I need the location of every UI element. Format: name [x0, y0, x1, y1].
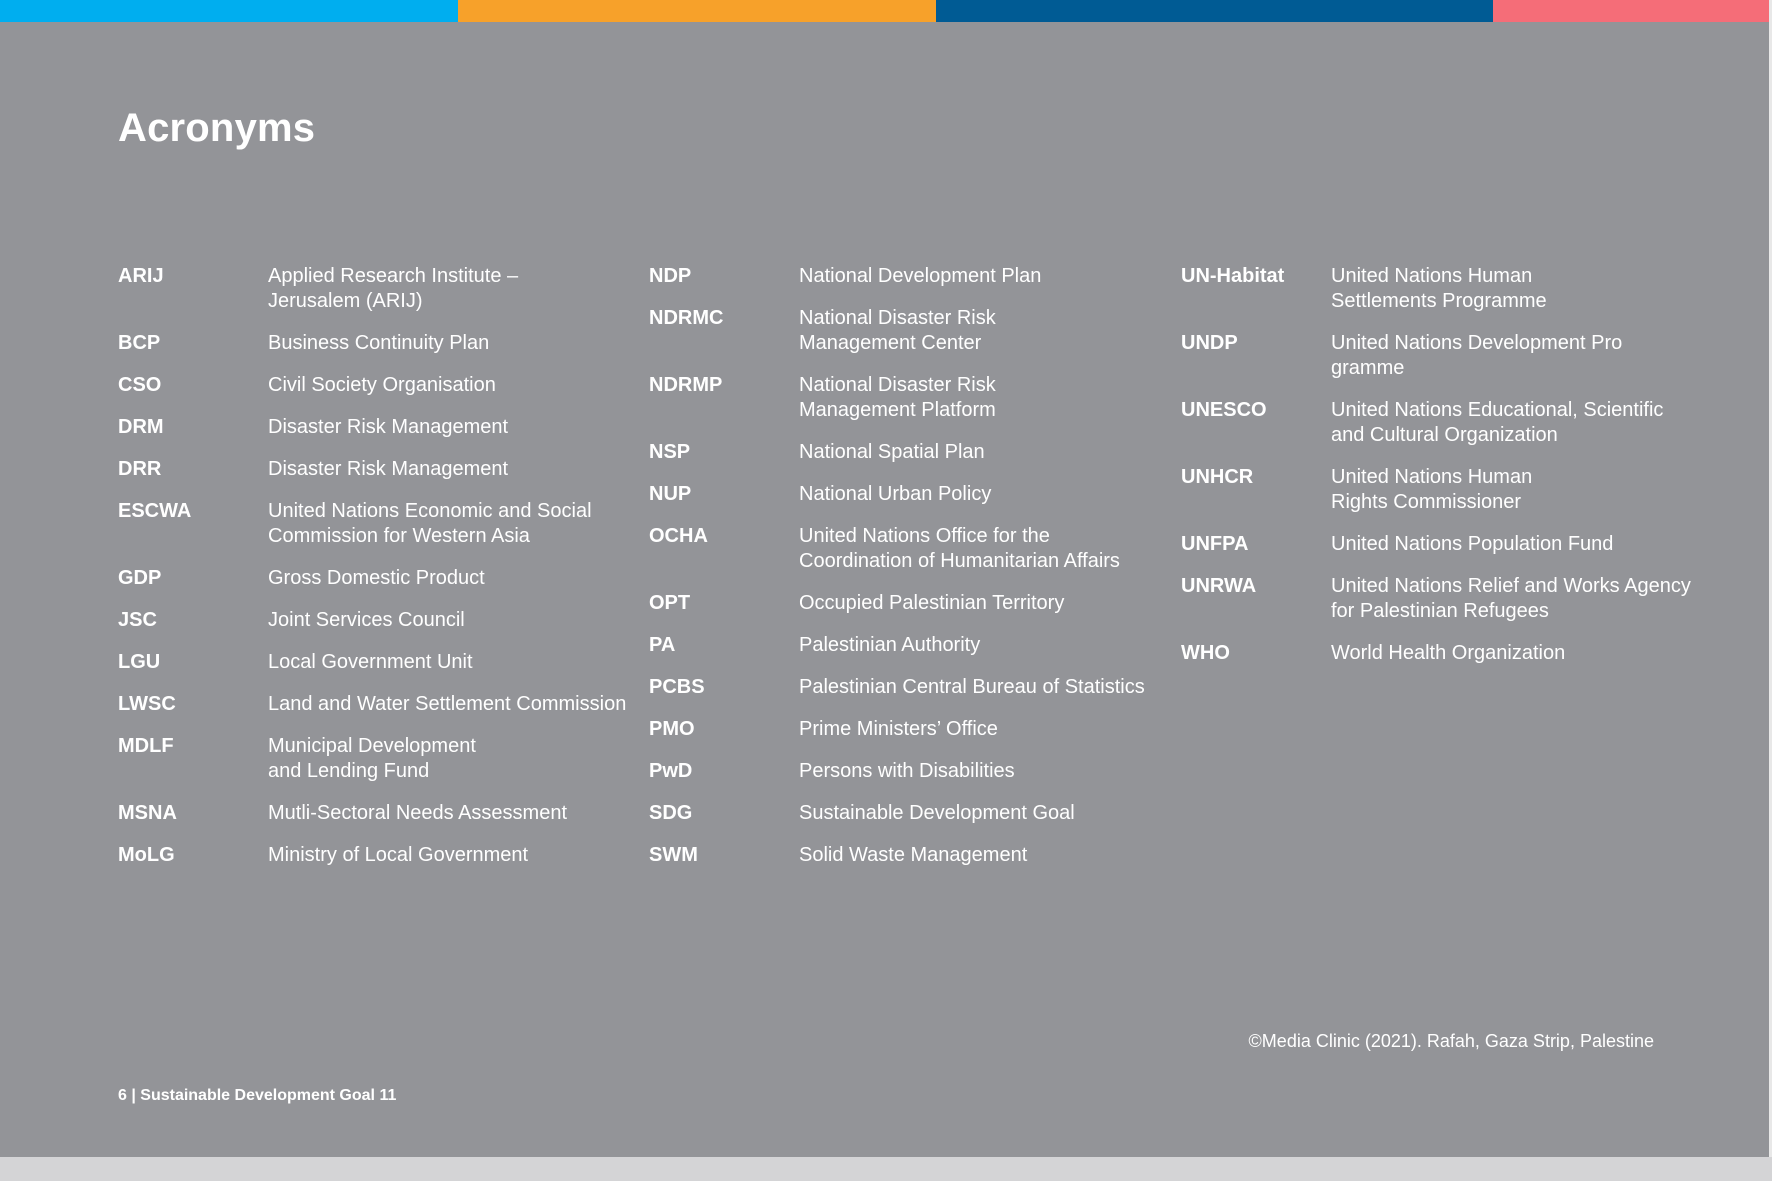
- acronym-abbreviation: NUP: [649, 483, 692, 505]
- acronym-row: [649, 264, 1179, 289]
- acronym-definition: Applied Research Institute – Jerusalem (ARIJ): [268, 265, 519, 312]
- acronym-abbreviation: UNRWA: [1181, 575, 1257, 597]
- top-bar-segment-pink: [1493, 0, 1772, 22]
- acronym-definition: Gross Domestic Product: [268, 567, 485, 589]
- acronym-row: [649, 801, 1179, 826]
- acronym-abbreviation: MDLF: [118, 735, 174, 757]
- acronym-row: [118, 734, 648, 784]
- acronym-row: [1181, 264, 1711, 314]
- acronym-row: [118, 566, 648, 591]
- acronym-abbreviation: SWM: [649, 844, 698, 866]
- acronym-abbreviation: OPT: [649, 592, 691, 614]
- acronym-abbreviation: LWSC: [118, 693, 176, 715]
- acronym-abbreviation: BCP: [118, 332, 161, 354]
- acronym-abbreviation: UNDP: [1181, 332, 1238, 354]
- acronym-row: [1181, 465, 1711, 515]
- acronym-abbreviation: ESCWA: [118, 500, 192, 522]
- acronym-definition: World Health Organization: [1331, 642, 1566, 664]
- acronym-row: [649, 482, 1179, 507]
- acronym-definition: United Nations Population Fund: [1331, 533, 1614, 555]
- acronym-row: [649, 717, 1179, 742]
- acronym-definition: Palestinian Central Bureau of Statistics: [799, 676, 1145, 698]
- acronym-row: [649, 675, 1179, 700]
- acronym-row: [1181, 574, 1711, 624]
- acronym-column-3: [1181, 264, 1711, 683]
- acronym-definition: Prime Ministers’ Office: [799, 718, 998, 740]
- acronym-definition: United Nations Human Rights Commissioner: [1331, 466, 1533, 513]
- acronym-abbreviation: GDP: [118, 567, 162, 589]
- acronym-row: [1181, 532, 1711, 557]
- acronym-abbreviation: MoLG: [118, 844, 175, 866]
- acronym-row: [118, 415, 648, 440]
- acronym-abbreviation: PwD: [649, 760, 693, 782]
- top-bar-segment-orange: [458, 0, 936, 22]
- acronym-abbreviation: PA: [649, 634, 676, 656]
- acronym-abbreviation: NSP: [649, 441, 691, 463]
- acronym-abbreviation: CSO: [118, 374, 162, 396]
- acronym-abbreviation: DRR: [118, 458, 162, 480]
- acronym-row: [118, 608, 648, 633]
- acronym-definition: Municipal Development and Lending Fund: [268, 735, 476, 782]
- acronym-definition: United Nations Economic and Social Commission for Western Asia: [268, 500, 592, 547]
- acronym-abbreviation: SDG: [649, 802, 693, 824]
- acronym-column-2: [649, 264, 1179, 885]
- top-bar-segment-navy: [936, 0, 1493, 22]
- acronym-abbreviation: LGU: [118, 651, 161, 673]
- acronym-row: [118, 801, 648, 826]
- acronym-row: [118, 331, 648, 356]
- acronym-definition: National Development Plan: [799, 265, 1042, 287]
- acronym-definition: Disaster Risk Management: [268, 416, 509, 438]
- acronym-definition: National Disaster Risk Management Center: [799, 307, 996, 354]
- acronym-abbreviation: UNFPA: [1181, 533, 1249, 555]
- top-bar-segment-cyan: [0, 0, 458, 22]
- acronym-definition: Joint Services Council: [268, 609, 465, 631]
- acronym-row: [649, 373, 1179, 423]
- acronym-row: [1181, 398, 1711, 448]
- acronym-definition: National Urban Policy: [799, 483, 992, 505]
- acronym-definition: National Spatial Plan: [799, 441, 985, 463]
- acronym-definition: Ministry of Local Government: [268, 844, 529, 866]
- acronym-row: [118, 499, 648, 549]
- acronym-abbreviation: DRM: [118, 416, 164, 438]
- acronym-definition: United Nations Relief and Works Agency for Palestinian Refugees: [1331, 575, 1691, 622]
- acronym-definition: Land and Water Settlement Commission: [268, 693, 627, 715]
- acronym-row: [118, 692, 648, 717]
- acronym-definition: United Nations Office for the Coordination of Humanitarian Affairs: [799, 525, 1120, 572]
- acronym-row: [649, 306, 1179, 356]
- acronym-definition: Persons with Disabilities: [799, 760, 1015, 782]
- acronym-abbreviation: UN-Habitat: [1181, 265, 1285, 287]
- acronym-abbreviation: OCHA: [649, 525, 708, 547]
- acronym-row: [649, 633, 1179, 658]
- acronym-row: [649, 440, 1179, 465]
- acronym-definition: United Nations Educational, Scientific and Cultural Organization: [1331, 399, 1664, 446]
- page-footer: 6 | Sustainable Development Goal 11: [118, 1087, 397, 1104]
- acronym-definition: Disaster Risk Management: [268, 458, 509, 480]
- acronym-definition: Business Continuity Plan: [268, 332, 490, 354]
- acronym-row: [649, 591, 1179, 616]
- acronym-definition: National Disaster Risk Management Platform: [799, 374, 996, 421]
- acronym-definition: Occupied Palestinian Territory: [799, 592, 1065, 614]
- acronym-row: [1181, 331, 1711, 381]
- acronym-row: [118, 264, 648, 314]
- acronym-abbreviation: ARIJ: [118, 265, 164, 287]
- acronym-definition: Mutli-Sectoral Needs Assessment: [268, 802, 568, 824]
- acronym-row: [649, 524, 1179, 574]
- top-color-bar: [0, 0, 1772, 22]
- acronym-row: [118, 843, 648, 868]
- acronym-row: [118, 373, 648, 398]
- acronym-definition: United Nations Development Pro gramme: [1331, 332, 1623, 379]
- acronym-definition: Local Government Unit: [268, 651, 473, 673]
- acronym-row: [649, 759, 1179, 784]
- acronym-column-1: [118, 264, 648, 885]
- acronym-abbreviation: WHO: [1181, 642, 1230, 664]
- acronym-definition: Civil Society Organisation: [268, 374, 496, 396]
- acronym-abbreviation: PCBS: [649, 676, 705, 698]
- acronym-row: [118, 457, 648, 482]
- acronym-abbreviation: MSNA: [118, 802, 177, 824]
- acronym-abbreviation: NDRMP: [649, 374, 723, 396]
- acronym-definition: Solid Waste Management: [799, 844, 1028, 866]
- acronym-abbreviation: PMO: [649, 718, 695, 740]
- acronym-definition: Palestinian Authority: [799, 634, 981, 656]
- photo-credit: ©Media Clinic (2021). Rafah, Gaza Strip, Palestine: [1248, 1031, 1654, 1051]
- acronym-row: [118, 650, 648, 675]
- acronym-abbreviation: NDRMC: [649, 307, 724, 329]
- acronym-abbreviation: UNESCO: [1181, 399, 1267, 421]
- acronym-abbreviation: UNHCR: [1181, 466, 1254, 488]
- acronym-definition: Sustainable Development Goal: [799, 802, 1075, 824]
- acronym-row: [1181, 641, 1711, 666]
- acronym-row: [649, 843, 1179, 868]
- acronym-abbreviation: JSC: [118, 609, 157, 631]
- acronym-definition: United Nations Human Settlements Programme: [1331, 265, 1547, 312]
- page-title: Acronyms: [118, 106, 316, 150]
- acronym-abbreviation: NDP: [649, 265, 692, 287]
